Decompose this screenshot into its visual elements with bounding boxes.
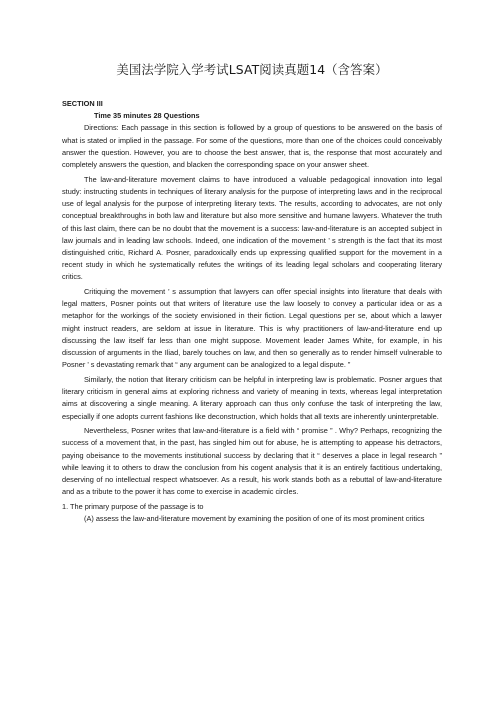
passage-paragraph-1: The law-and-literature movement claims to have introduced a valuable pedagogical innovation into legal study: instructing students in techniques of literary analysis for the purpose of interpreting laws and in the reciprocal use of legal analysis for the purpose of interpreting literary texts. The results, according to advocates, are not only conceptual breakthroughs in both law and literature but also more sensitive and humane lawyers. Whatever the truth of this last claim, there can be no doubt that the movement is a success: law-and-literature is an accepted subject in law journals and in leading law schools. Indeed, one indication of the movement ’ s strength is the fact that its most distinguished critic, Richard A. Posner, paradoxically ends up expressing qualified support for the movement in a recent study in which he systematically refutes the writings of its leading legal scholars and cooperating literary critics. xyxy=(62,174,442,282)
document-title: 美国法学院入学考试LSAT阅读真题14（含答案） xyxy=(116,62,388,77)
question-1-option-a: (A) assess the law-and-literature movement by examining the position of one of its most prominent critics xyxy=(84,514,425,524)
question-1-stem: 1. The primary purpose of the passage is to xyxy=(62,502,204,511)
passage-paragraph-3: Similarly, the notion that literary criticism can be helpful in interpreting law is problematic. Posner argues that literary criticism in general aims at exploring richness and variety of meaning in texts, whereas legal interpretation aims at discovering a single meaning. A literary approach can thus only confuse the task of interpreting the law, especially if one adopts current fashions like deconstruction, which holds that all texts are inherently uninterpretable. xyxy=(62,374,442,421)
passage-paragraph-4: Nevertheless, Posner writes that law-and-literature is a field with “ promise ” . Why? Perhaps, recognizing the success of a movement that, in the past, has singled him out for abuse, he is attempting to appease his detractors, paying obeisance to the movements institutional success by declaring that it “ deserves a place in legal research ” while leaving it to others to draw the conclusion from his cogent analysis that it is an entirely factitious undertaking, deserving of no intellectual respect whatsoever. As a result, his work stands both as a rebuttal of law-and-literature and as a tribute to the power it has come to exercise in academic circles. xyxy=(62,426,442,497)
directions-paragraph: Directions: Each passage in this section is followed by a group of questions to be answered on the basis of what is stated or implied in the passage. For some of the questions, more than one of the choices could conceivably answer the question. However, you are to choose the best answer, that is, the response that most accurately and completely answers the question, and blacken the corresponding space on your answer sheet. xyxy=(62,123,442,170)
time-and-questions-line: Time 35 minutes 28 Questions xyxy=(94,111,200,121)
passage-paragraph-2: Critiquing the movement ’ s assumption that lawyers can offer special insights into literature that deals with legal matters, Posner points out that writers of literature use the law loosely to convey a particular idea or as a metaphor for the workings of the society envisioned in their fiction. Legal questions per se, about which a lawyer might instruct readers, are seldom at issue in literature. This is why practitioners of law-and-literature end up discussing the law itself far less than one might suppose. Movement leader James White, for example, in his discussion of arguments in the Iliad, barely touches on law, and then so generally as to render himself vulnerable to Posner ’ s devastating remark that “ any argument can be analogized to a legal dispute. ” xyxy=(62,287,442,370)
section-heading: SECTION III xyxy=(62,99,103,108)
